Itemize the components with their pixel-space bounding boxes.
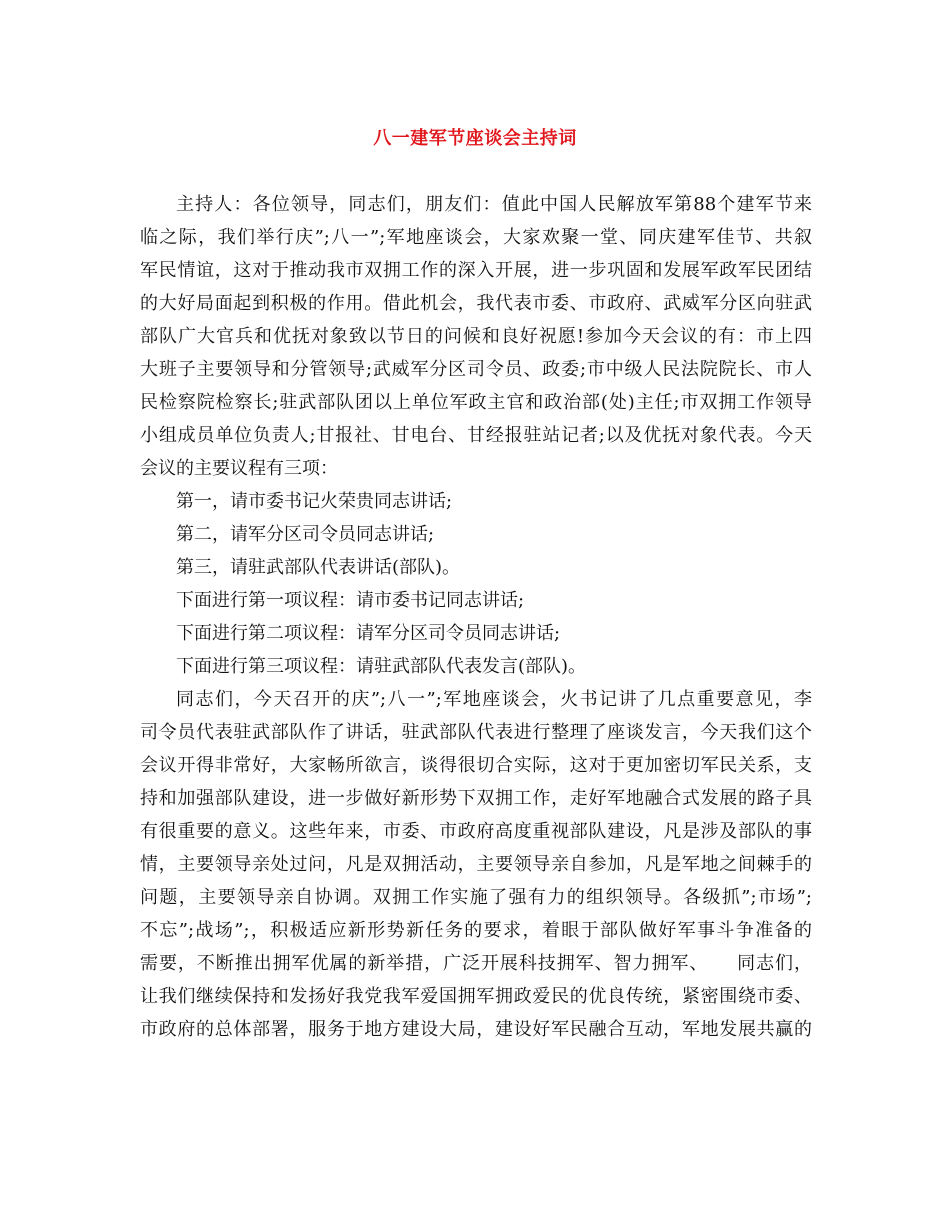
agenda-line: 下面进行第二项议程：请军分区司令员同志讲话; (176, 623, 561, 644)
paragraph-line: 有很重要的意义。这些年来，市委、市政府高度重视部队建设，凡是涉及部队的事 (140, 821, 812, 842)
paragraph-line: 问题，主要领导亲自协调。双拥工作实施了强有力的组织领导。各级抓”;市场”; (140, 887, 812, 908)
agenda-line: 第二，请军分区司令员同志讲话; (176, 524, 435, 545)
paragraph-line: 军民情谊，这对于推动我市双拥工作的深入开展，进一步巩固和发展军政军民团结 (140, 260, 812, 281)
paragraph-line: 市政府的总体部署，服务于地方建设大局，建设好军民融合互动，军地发展共赢的 (140, 1019, 812, 1040)
paragraph-line: 会议开得非常好，大家畅所欲言，谈得很切合实际，这对于更加密切军民关系，支 (140, 755, 812, 776)
paragraph-line: 主持人：各位领导，同志们，朋友们：值此中国人民解放军第88个建军节来 (176, 194, 812, 215)
paragraph-line: 的大好局面起到积极的作用。借此机会，我代表市委、市政府、武威军分区向驻武 (140, 293, 812, 314)
paragraph-line: 部队广大官兵和优抚对象致以节日的问候和良好祝愿!参加今天会议的有：市上四 (140, 326, 812, 347)
document-body (140, 188, 812, 1046)
document-title: 八一建军节座谈会主持词 (373, 128, 577, 149)
agenda-line: 下面进行第一项议程：请市委书记同志讲话; (176, 590, 525, 611)
paragraph-line: 需要，不断推出拥军优属的新举措，广泛开展科技拥军、智力拥军、 同志们， (140, 953, 812, 974)
paragraph-line: 同志们，今天召开的庆”;八一”;军地座谈会，火书记讲了几点重要意见，李 (176, 689, 812, 710)
paragraph-line: 大班子主要领导和分管领导;武威军分区司令员、政委;市中级人民法院院长、市人 (140, 359, 812, 380)
paragraph-line: 临之际，我们举行庆”;八一”;军地座谈会，大家欢聚一堂、同庆建军佳节、共叙 (140, 227, 812, 248)
paragraph-line: 不忘”;战场”;，积极适应新形势新任务的要求，着眼于部队做好军事斗争准备的 (140, 920, 812, 941)
paragraph-line: 司令员代表驻武部队作了讲话，驻武部队代表进行整理了座谈发言，今天我们这个 (140, 722, 812, 743)
paragraph-line: 会议的主要议程有三项： (140, 458, 338, 479)
agenda-line: 第三，请驻武部队代表讲话(部队)。 (176, 557, 461, 578)
paragraph-line: 民检察院检察长;驻武部队团以上单位军政主官和政治部(处)主任;市双拥工作领导 (140, 392, 812, 413)
paragraph-line: 让我们继续保持和发扬好我党我军爱国拥军拥政爱民的优良传统，紧密围绕市委、 (140, 986, 812, 1007)
paragraph-line: 小组成员单位负责人;甘报社、甘电台、甘经报驻站记者;以及优抚对象代表。今天 (140, 425, 812, 446)
paragraph-line: 情，主要领导亲处过问，凡是双拥活动，主要领导亲自参加，凡是军地之间棘手的 (140, 854, 812, 875)
agenda-line: 下面进行第三项议程：请驻武部队代表发言(部队)。 (176, 656, 587, 677)
paragraph-line: 持和加强部队建设，进一步做好新形势下双拥工作，走好军地融合式发展的路子具 (140, 788, 812, 809)
agenda-line: 第一，请市委书记火荣贵同志讲话; (176, 491, 453, 512)
